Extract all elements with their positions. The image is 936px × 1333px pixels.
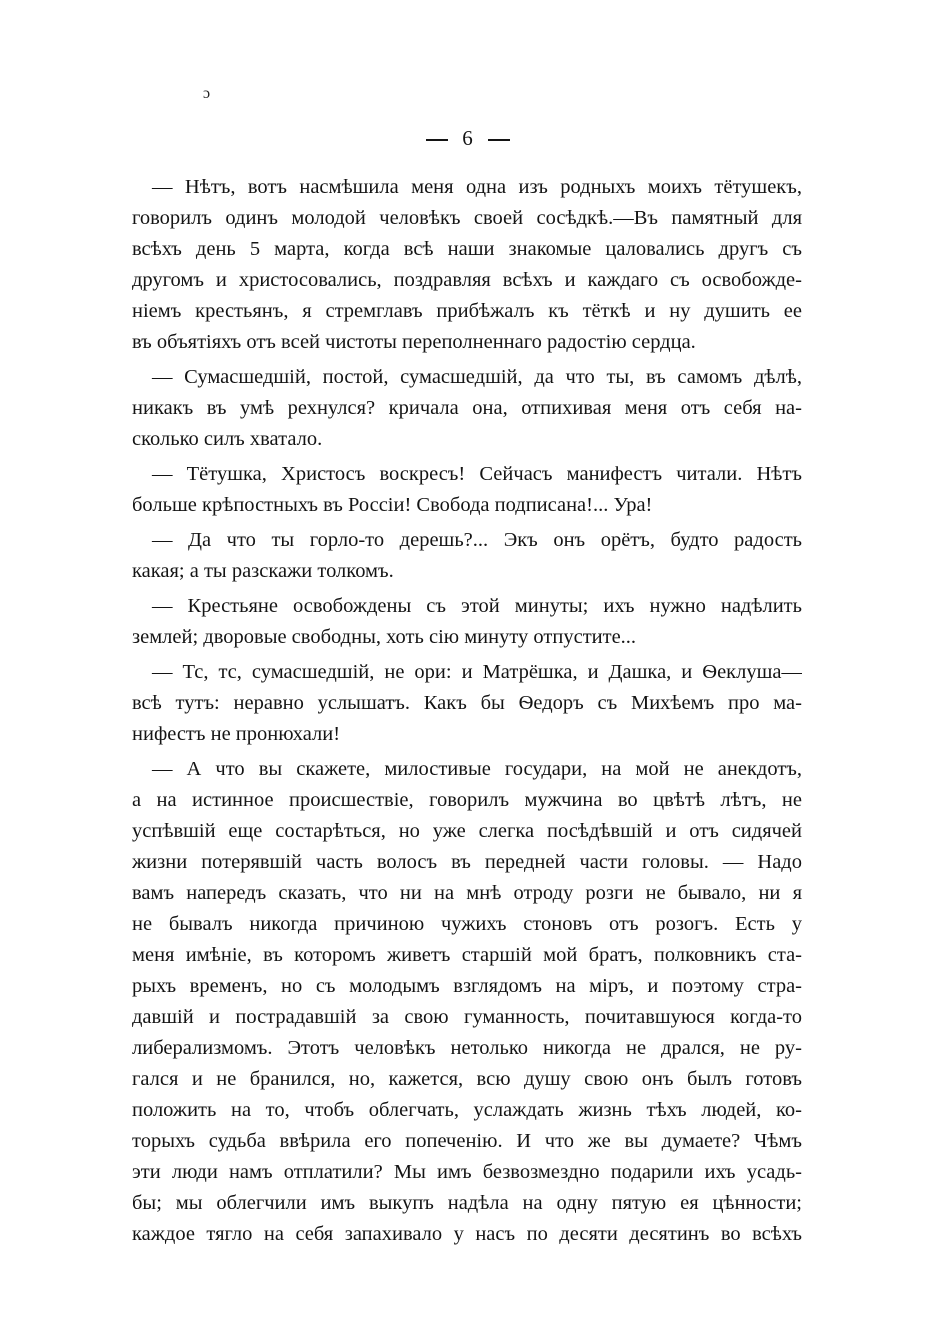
text-line: меня имѣніе, въ которомъ живетъ старшій мой братъ, полковникъ ста- <box>132 944 802 966</box>
text-line: никакъ въ умѣ рехнулся? кричала она, отпихивая меня отъ себя на- <box>132 397 802 419</box>
text-line: рыхъ временъ, но съ молодымъ взглядомъ на міръ, и поэтому стра- <box>132 975 802 997</box>
text-line: всѣхъ день 5 марта, когда всѣ наши знакомые цаловались другъ съ <box>132 238 802 260</box>
text-line: — Нѣтъ, вотъ насмѣшила меня одна изъ родныхъ моихъ тётушекъ, <box>152 176 802 198</box>
text-line: говорилъ одинъ молодой человѣкъ своей сосѣдкѣ.—Въ памятный для <box>132 207 802 229</box>
paragraph-3 <box>132 459 802 521</box>
text-line: — Да что ты горло-то дерешь?... Экъ онъ орётъ, будто радость <box>152 529 802 551</box>
margin-mark: ɔ <box>203 85 211 102</box>
text-line: не бывалъ никогда причиною чужихъ стоновъ отъ розогъ. Есть у <box>132 913 802 935</box>
text-line: — Крестьяне освобождены съ этой минуты; ихъ нужно надѣлить <box>152 595 802 617</box>
paragraph-7 <box>132 754 802 1250</box>
text-line: ніемъ крестьянъ, я стремглавъ прибѣжалъ къ тёткѣ и ну душить ее <box>132 300 802 322</box>
body-text <box>132 172 802 1254</box>
text-line: вамъ напередъ сказать, что ни на мнѣ отроду розги не бывало, ни я <box>132 882 802 904</box>
paragraph-1 <box>132 172 802 358</box>
text-line: — Тётушка, Христосъ воскресъ! Сейчасъ манифестъ читали. Нѣтъ <box>152 463 802 485</box>
text-line: бы; мы облегчили имъ выкупъ надѣла на одну пятую ея цѣнности; <box>132 1192 802 1214</box>
text-line: какая; а ты разскажи толкомъ. <box>132 560 394 582</box>
text-line: въ объятіяхъ отъ всей чистоты переполненнаго радостію сердца. <box>132 331 696 353</box>
text-line: землей; дворовые свободны, хоть сію минуту отпустите... <box>132 626 637 648</box>
text-line: — Сумасшедшій, постой, сумасшедшій, да что ты, въ самомъ дѣлѣ, <box>152 366 802 388</box>
paragraph-5 <box>132 591 802 653</box>
left-dash <box>426 139 448 141</box>
paragraph-6 <box>132 657 802 750</box>
text-line: каждое тягло на себя запахивало у насъ по десяти десятинъ во всѣхъ <box>132 1223 802 1245</box>
text-line: больше крѣпостныхъ въ Россіи! Свобода подписана!... Ура! <box>132 494 653 516</box>
right-dash <box>488 139 510 141</box>
text-line: — А что вы скажете, милостивые государи, на мой не анекдотъ, <box>152 758 802 780</box>
text-line: давшій и пострадавшій за свою гуманность, почитавшуюся когда-то <box>132 1006 802 1028</box>
text-line: жизни потерявшій часть волосъ въ передней части головы. — Надо <box>132 851 802 873</box>
text-line: положить на то, чтобъ облегчать, услаждать жизнь тѣхъ людей, ко- <box>132 1099 802 1121</box>
paragraph-2 <box>132 362 802 455</box>
text-line: сколько силъ хватало. <box>132 428 323 450</box>
text-line: другомъ и христосовались, поздравляя всѣхъ и каждаго съ освобожде- <box>132 269 802 291</box>
text-line: успѣвшій еще состарѣться, но уже слегка посѣдѣвшій и отъ сидячей <box>132 820 802 842</box>
text-line: гался и не бранился, но, кажется, всю душу свою онъ былъ готовъ <box>132 1068 802 1090</box>
text-line: всѣ тутъ: неравно услышатъ. Какъ бы Ѳедоръ съ Михѣемъ про ма- <box>132 692 802 714</box>
text-line: торыхъ судьба ввѣрила его попеченію. И что же вы думаете? Чѣмъ <box>132 1130 802 1152</box>
page-number-header <box>0 124 936 152</box>
text-line: — Тс, тс, сумасшедшій, не ори: и Матрёшка, и Дашка, и Ѳеклуша— <box>152 661 802 683</box>
text-line: нифестъ не пронюхали! <box>132 723 341 745</box>
page-number: 6 <box>462 126 474 150</box>
paragraph-4 <box>132 525 802 587</box>
text-line: либерализмомъ. Этотъ человѣкъ нетолько никогда не дрался, не ру- <box>132 1037 802 1059</box>
text-line: эти люди намъ отплатили? Мы имъ безвозмездно подарили ихъ усадь- <box>132 1161 802 1183</box>
text-line: а на истинное происшествіе, говорилъ мужчина во цвѣтѣ лѣтъ, не <box>132 789 802 811</box>
